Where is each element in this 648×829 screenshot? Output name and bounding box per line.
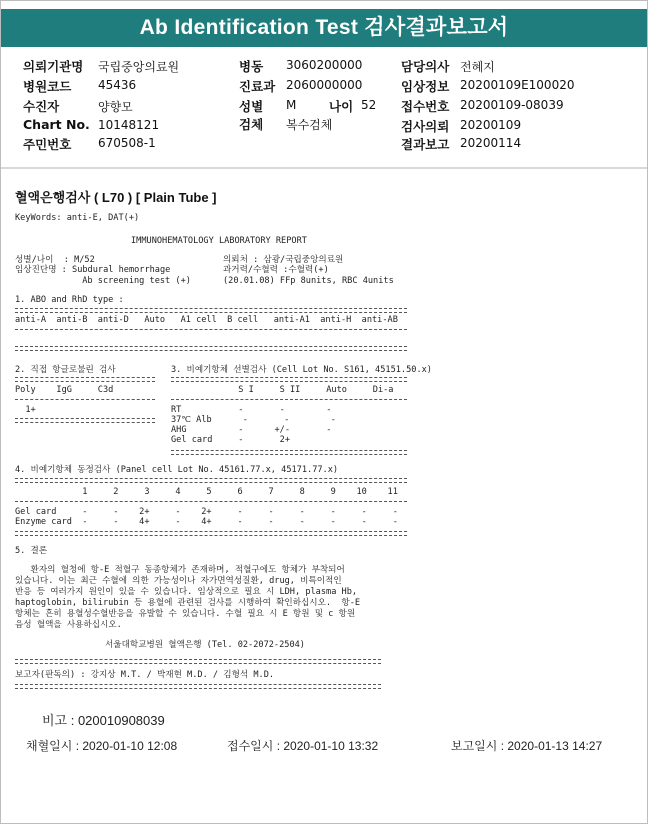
remark-value: 020010908039 <box>77 713 165 728</box>
s1-headers: anti-A anti-B anti-D Auto A1 cell B cell anti-A1 anti-H anti-AB <box>15 315 398 325</box>
s3-row: Gel card - 2+ <box>171 435 290 445</box>
s1-rule-top <box>15 308 407 313</box>
s3-rule-bottom <box>171 450 407 455</box>
keywords: KeyWords: anti-E, DAT(+) <box>15 213 140 223</box>
header-label-specimen: 검체 <box>239 117 264 132</box>
s1-rule-mid <box>15 329 407 330</box>
remark <box>42 710 165 729</box>
header-value-result-report: 20200114 <box>460 136 522 150</box>
collect-label: 채혈일시 : <box>26 739 83 753</box>
s4-title: 4. 비예기항체 동정검사 (Panel cell Lot No. 45161.77.x, 45171.77.x) <box>15 465 339 475</box>
conclusion-line: 환자의 혈청에 항-E 적혈구 동종항체가 존재하며, 적혈구에도 항체가 부착되어 <box>15 565 345 575</box>
s4-rule-top <box>15 478 407 483</box>
patient-diagnosis-2: Ab screening test (+) <box>15 276 191 286</box>
patient-transfusion: (20.01.08) FFp 8units, RBC 4units <box>223 276 394 286</box>
reporter-line: 보고자(판독의) : 강지상 M.T. / 박재현 M.D. / 김형석 M.D. <box>15 670 275 680</box>
patient-diagnosis: 임상진단명 : Subdural hemorrhage <box>15 265 171 275</box>
receive-value: 2020-01-10 13:32 <box>283 739 379 753</box>
patient-requester: 의뢰처 : 삼광/국립중앙의료원 <box>223 255 344 265</box>
s2-rule-mid <box>15 399 155 400</box>
conclusion-line: 음성 혈액을 사용하십시오. <box>15 620 122 630</box>
header-value-specimen: 복수검체 <box>286 118 333 132</box>
s4-rule-bottom <box>15 531 407 536</box>
header-label-sex: 성별 <box>239 99 264 114</box>
s2-values: 1+ <box>15 405 36 415</box>
header-label-receipt-no: 접수번호 <box>401 99 450 114</box>
header-value-ward: 3060200000 <box>286 58 363 72</box>
s3-rule-mid <box>171 399 407 400</box>
s2-title: 2. 직접 항글로불린 검사 <box>15 365 116 375</box>
header-value-resident-no: 670508-1 <box>98 136 156 150</box>
header-value-sex: M <box>286 98 297 112</box>
header-label-age: 나이 <box>329 99 354 114</box>
s4-row: Gel card - - 2+ - 2+ - - - - - - <box>15 507 398 517</box>
s3-rule-top <box>171 377 407 382</box>
header-label-ward: 병동 <box>239 59 264 74</box>
hospital-line: 서울대학교병원 혈액은행 (Tel. 02-2072-2504) <box>105 640 305 650</box>
reporter-rule-top <box>15 659 381 664</box>
report-title: Ab Identification Test 검사결과보고서 <box>1 9 647 47</box>
s3-row: 37℃ Alb - - - <box>171 415 336 425</box>
header-label-chart-no: Chart No. <box>23 117 90 132</box>
header-label-clinical-info: 임상정보 <box>401 79 450 94</box>
s2-rule-top <box>15 377 155 382</box>
s1-rule-bottom <box>15 346 407 351</box>
s4-row: Enzyme card - - 4+ - 4+ - - - - - - <box>15 517 398 527</box>
s1-title: 1. ABO and RhD type : <box>15 295 124 305</box>
header-label-result-report: 결과보고 <box>401 137 450 152</box>
lab-report-title: IMMUNOHEMATOLOGY LABORATORY REPORT <box>131 236 307 246</box>
receive-time <box>227 737 378 754</box>
conclusion-line: haptoglobin, bilirubin 등 용혈에 관련된 검사를 시행하여 확인하십시오. 항-E <box>15 598 361 608</box>
s5-title: 5. 결론 <box>15 546 48 556</box>
report-time <box>451 737 602 754</box>
s2-headers: Poly IgG C3d <box>15 385 114 395</box>
header-label-department: 진료과 <box>239 79 276 94</box>
s3-row: RT - - - <box>171 405 332 415</box>
header-value-patient: 양향모 <box>98 100 133 114</box>
s2-rule-bottom <box>15 418 155 423</box>
s3-title: 3. 비예기항체 선별검사 (Cell Lot No. S161, 45151.50.x) <box>171 365 432 375</box>
report-value: 2020-01-13 14:27 <box>507 739 603 753</box>
s3-headers: S I S II Auto Di-a <box>171 385 394 395</box>
header-value-doctor: 전혜지 <box>460 60 495 74</box>
header-label-doctor: 담당의사 <box>401 59 450 74</box>
patient-history: 과거력/수혈력 :수혈력(+) <box>223 265 329 275</box>
header-label-resident-no: 주민번호 <box>23 137 72 152</box>
header-value-test-request: 20200109 <box>460 118 522 132</box>
header-label-hospital-code: 병원코드 <box>23 79 72 94</box>
conclusion-line: 항체는 흔히 용혈성수혈반응을 유발할 수 있습니다. 수혈 필요 시 E 항원 및 c 항원 <box>15 609 356 619</box>
patient-sex-age: 성별/나이 : M/52 <box>15 255 95 265</box>
s4-rule-mid <box>15 501 407 502</box>
header-value-clinical-info: 20200109E100020 <box>460 78 575 92</box>
conclusion-line: 반응 등 여러가지 원인이 있을 수 있습니다. 임상적으로 필요 시 LDH, plasma Hb, <box>15 587 358 597</box>
section-title: 혈액은행검사 ( L70 ) [ Plain Tube ] <box>15 190 217 205</box>
header-value-chart-no: 10148121 <box>98 118 160 132</box>
collect-value: 2020-01-10 12:08 <box>82 739 178 753</box>
conclusion-line: 있습니다. 이는 최근 수혈에 의한 가능성이나 자가면역성질환, drug, 비특이적인 <box>15 576 342 586</box>
header-value-agency: 국립중앙의료원 <box>98 60 180 74</box>
header-value-receipt-no: 20200109-08039 <box>460 98 564 112</box>
header-value-department: 2060000000 <box>286 78 363 92</box>
header-value-hospital-code: 45436 <box>98 78 137 92</box>
s4-headers: 1 2 3 4 5 6 7 8 9 10 11 <box>15 487 398 497</box>
header-value-age: 52 <box>361 98 377 112</box>
reporter-rule-bottom <box>15 684 381 689</box>
report-label: 보고일시 : <box>451 739 508 753</box>
receive-label: 접수일시 : <box>227 739 284 753</box>
s3-row: AHG - +/- - <box>171 425 332 435</box>
remark-label: 비고 : <box>42 713 78 728</box>
header-label-agency: 의뢰기관명 <box>23 59 84 74</box>
header-divider <box>1 167 647 169</box>
header-label-test-request: 검사의뢰 <box>401 119 450 134</box>
header-label-patient: 수진자 <box>23 99 60 114</box>
collect-time <box>26 737 177 754</box>
